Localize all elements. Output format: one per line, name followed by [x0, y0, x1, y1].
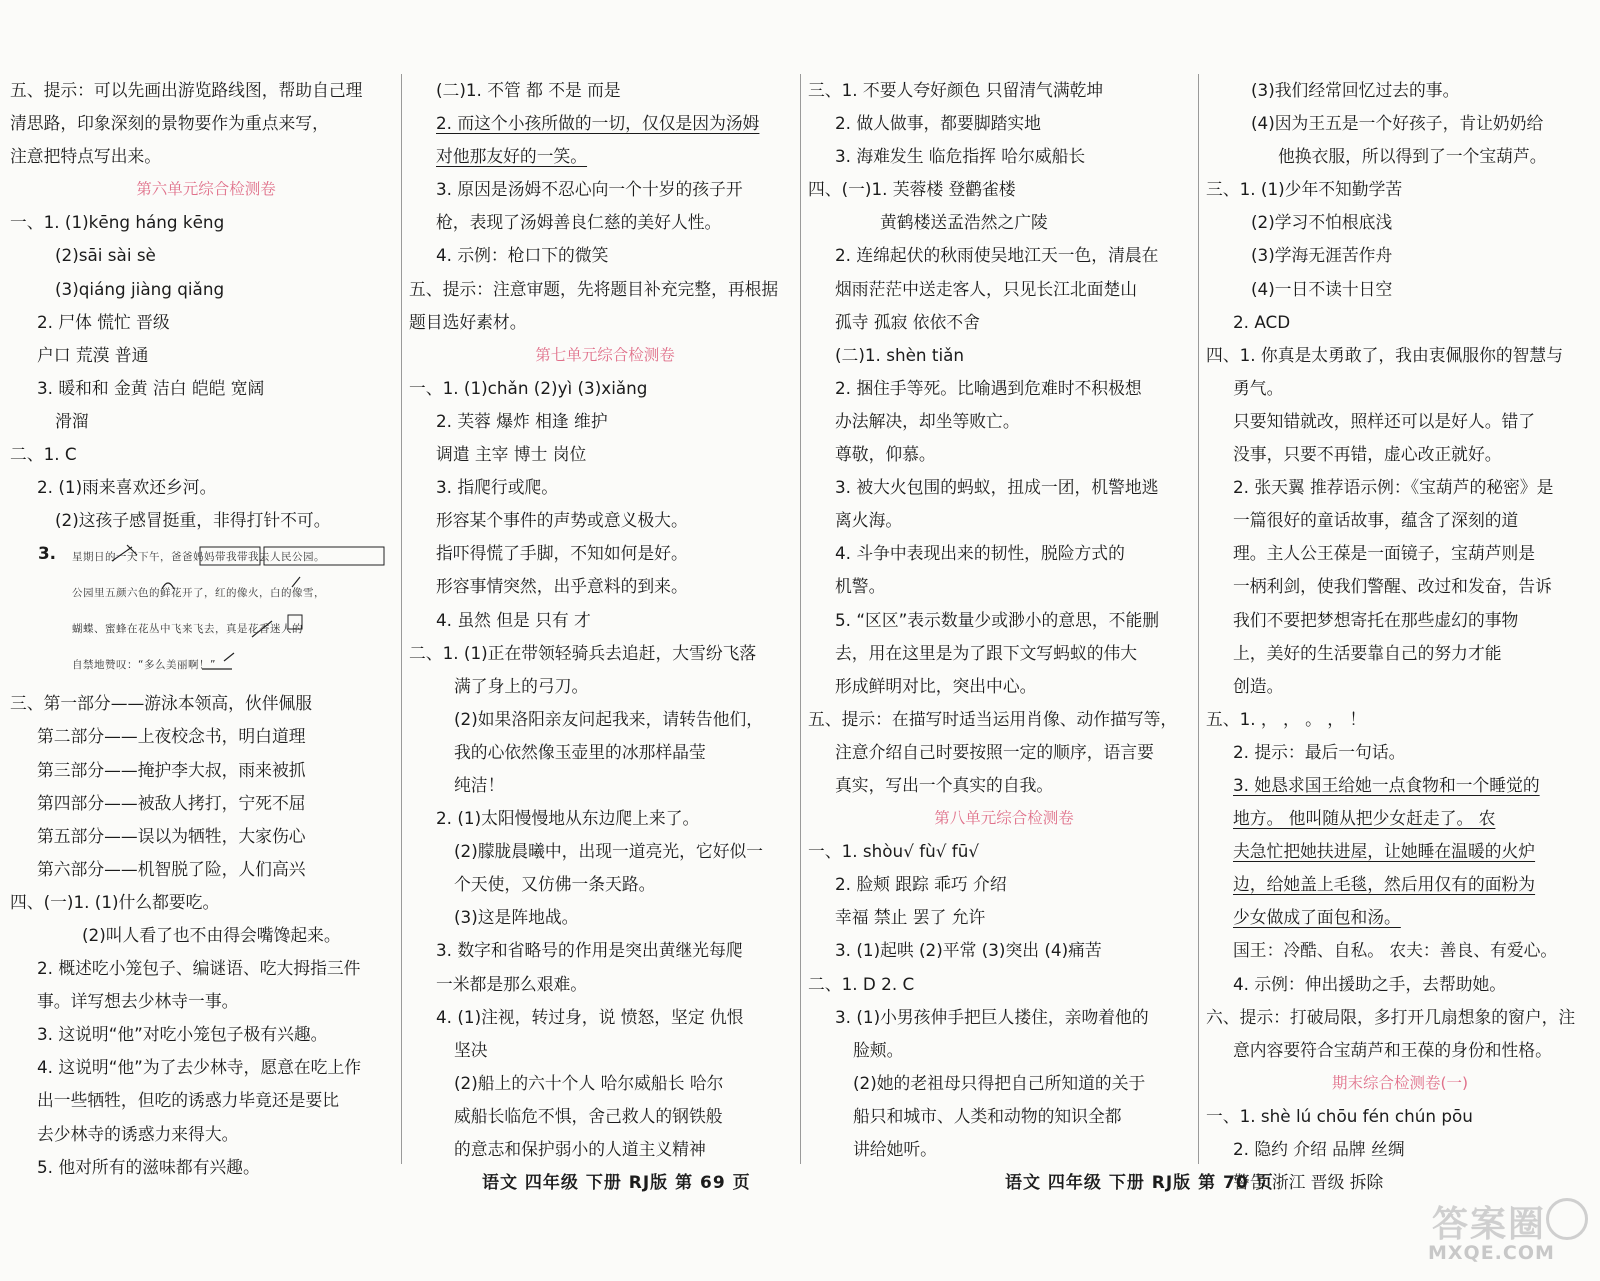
answer-line: 形成鲜明对比，突出中心。 [835, 675, 1037, 696]
figure-line: 自禁地赞叹：“多么美丽啊！” [72, 659, 216, 672]
answer-line: 4. 虽然 但是 只有 才 [436, 609, 591, 630]
answer-line: 尊敬，仰慕。 [835, 444, 936, 465]
answer-line: 孤寺 孤寂 依依不舍 [835, 311, 980, 332]
answer-line: 3. (1)起哄 (2)平常 (3)突出 (4)痛苦 [835, 940, 1102, 961]
answer-line: 三、1. 不要人夸好颜色 只留清气满乾坤 [808, 80, 1104, 100]
answer-line: 第四部分——被敌人拷打，宁死不屈 [37, 792, 306, 813]
answer-line: 满了身上的弓刀。 [454, 675, 589, 696]
answer-line: 理。主人公王葆是一面镜子，宝葫芦则是 [1233, 543, 1536, 564]
answer-line: 创造。 [1233, 675, 1284, 696]
answer-line: 2. 概述吃小笼包子、编谜语、吃大拇指三件 [37, 958, 361, 979]
answer-line: 2. 提示：最后一句话。 [1233, 741, 1406, 762]
answer-line: 二、1. D 2. C [808, 973, 915, 994]
answer-line: 一米都是那么艰难。 [436, 973, 588, 994]
answer-line: 四、1. 你真是太勇敢了，我由衷佩服你的智慧与 [1206, 344, 1563, 365]
answer-line: (2)这孩子感冒挺重，非得打针不可。 [55, 510, 331, 531]
answer-line: 去，用在这里是为了跟下文写蚂蚁的伟大 [835, 642, 1138, 663]
answer-line: (3)学海无涯苦作舟 [1251, 245, 1393, 266]
answer-line: 脸颊。 [853, 1039, 904, 1060]
answer-line: 形容某个事件的声势或意义极大。 [436, 510, 688, 531]
answer-line: 3. 海难发生 临危指挥 哈尔威船长 [835, 146, 1086, 167]
watermark-logo [1424, 1196, 1588, 1266]
answer-line: 坚决 [454, 1039, 488, 1060]
answer-line: 2. 尸体 慌忙 晋级 [37, 311, 170, 332]
answer-line: 一篇很好的童话故事，蕴含了深刻的道 [1233, 510, 1519, 531]
answer-line: 国王：冷酷、自私。 农夫：善良、有爱心。 [1233, 940, 1558, 961]
answer-line: 船只和城市、人类和动物的知识全都 [853, 1105, 1122, 1126]
answer-line: 出一些牺牲，但吃的诱惑力毕竟还是要比 [37, 1090, 340, 1111]
answer-line: 4. 示例：枪口下的微笑 [436, 245, 609, 266]
answer-line: 机警。 [835, 576, 886, 597]
answer-line: (2)如果洛阳亲友问起我来，请转告他们， [454, 708, 764, 729]
answer-line: 4. (1)注视，转过身，说 愤怒，坚定 仇恨 [436, 1006, 744, 1027]
answer-line: 三、1. (1)少年不知勤学苦 [1206, 179, 1403, 200]
answer-line: 形容事情突然，出乎意料的到来。 [436, 576, 688, 597]
answer-line: 2. ACD [1233, 311, 1291, 332]
answer-line: 第三部分——掩护李大叔，雨来被抓 [37, 759, 306, 780]
answer-line: (2)学习不怕根底浅 [1251, 212, 1393, 233]
answer-line: 3. 被大火包围的蚂蚁，扭成一团，机警地逃 [835, 477, 1159, 498]
section-heading: 第七单元综合检测卷 [535, 345, 675, 364]
page-footer-right: 语文 四年级 下册 RJ版 第 70 页 [1005, 1173, 1274, 1193]
answer-line: 他换衣服，所以得到了一个宝葫芦。 [1278, 146, 1547, 167]
answer-line: 夫急忙把她扶进屋，让她睡在温暖的火炉 [1233, 841, 1536, 862]
answer-line: 事。详写想去少林寺一事。 [37, 991, 239, 1012]
answer-line: 的意志和保护弱小的人道主义精神 [454, 1139, 706, 1159]
answer-line: 第六部分——机智脱了险，人们高兴 [37, 858, 306, 879]
answer-line: 2. 张天翼 推荐语示例：《宝葫芦的秘密》是 [1233, 477, 1554, 498]
answer-line: 户口 荒漠 普通 [37, 344, 149, 365]
answer-line: 3. 原因是汤姆不忍心向一个十岁的孩子开 [436, 179, 743, 200]
answer-line: 指吓得慌了手脚，不知如何是好。 [436, 543, 688, 564]
answer-line: 滑溜 [55, 410, 89, 431]
section-heading: 第六单元综合检测卷 [136, 180, 276, 199]
answer-line: (二)1. 不管 都 不是 而是 [436, 80, 621, 100]
answer-column-2 [409, 74, 801, 1166]
answer-line: (2)叫人看了也不由得会嘴馋起来。 [82, 924, 341, 945]
answer-line: 2. 脸颊 跟踪 乖巧 介绍 [835, 874, 1007, 895]
page-footer-left: 语文 四年级 下册 RJ版 第 69 页 [482, 1173, 751, 1193]
answer-line: 幸福 禁止 罢了 允许 [835, 907, 986, 928]
figure-line: 星期日的一天下午，爸爸妈妈带我带我去人民公园。 [72, 551, 325, 564]
answer-line: 3. 数字和省略号的作用是突出黄继光每爬 [436, 940, 743, 961]
answer-line: 第二部分——上夜校念书，明白道理 [37, 726, 306, 747]
answer-line: 我们不要把梦想寄托在那些虚幻的事物 [1233, 609, 1519, 630]
answer-line: (2)朦胧晨曦中，出现一道亮光，它好似一 [454, 841, 764, 862]
answer-line: 烟雨茫茫中送走客人，只见长江北面楚山 [835, 278, 1138, 299]
answer-line: 五、提示：可以先画出游览路线图，帮助自己理 [10, 80, 363, 100]
answer-line: 离火海。 [835, 510, 903, 531]
answer-line: (2)船上的六十个人 哈尔威船长 哈尔 [454, 1072, 724, 1093]
watermark-url: MXQE.COM [1428, 1242, 1555, 1264]
figure-line: 公园里五颜六色的鲜花开了，红的像火，白的像雪， [72, 587, 325, 600]
answer-line: (2)sāi sài sè [55, 245, 156, 266]
answer-line: 题目选好素材。 [409, 311, 527, 332]
answer-line: 5. “区区”表示数量少或渺小的意思，不能删 [835, 609, 1160, 630]
answer-line: 地方。 他叫随从把少女赶走了。 农 [1233, 808, 1496, 829]
answer-line: (3)我们经常回忆过去的事。 [1251, 80, 1460, 100]
figure-number: 3. [38, 543, 57, 564]
answer-line: 四、(一)1. 芙蓉楼 登鹳雀楼 [808, 179, 1016, 200]
answer-line: 2. (1)雨来喜欢还乡河。 [37, 477, 217, 498]
answer-line: 少女做成了面包和汤。 [1233, 907, 1401, 928]
answer-line: 警告 浙江 晋级 拆除 [1233, 1172, 1384, 1193]
answer-line: 调遣 主宰 博士 岗位 [436, 444, 587, 465]
answer-line: 4. 这说明“他”为了去少林寺，愿意在吃上作 [37, 1057, 362, 1078]
answer-line: 3. 她恳求国王给她一点食物和一个睡觉的 [1233, 774, 1540, 795]
watermark-circle [1546, 1198, 1588, 1240]
answer-line: 2. 连绵起伏的秋雨使吴地江天一色，清晨在 [835, 245, 1159, 266]
answer-line: (4)一日不读十日空 [1251, 278, 1393, 299]
answer-line: 一、1. (1)kēng háng kēng [10, 212, 225, 233]
answer-line: 办法解决，却坐等败亡。 [835, 410, 1020, 431]
answer-line: 2. 而这个小孩所做的一切，仅仅是因为汤姆 [436, 113, 760, 134]
answer-line: 讲给她听。 [853, 1139, 937, 1159]
answer-line: 没事，只要不再错，虚心改正就好。 [1233, 444, 1502, 465]
answer-line: 五、提示：在描写时适当运用肖像、动作描写等， [808, 708, 1178, 729]
answer-line: (3)qiáng jiàng qiǎng [55, 278, 225, 299]
answer-line: 3. 这说明“他”对吃小笼包子极有兴趣。 [37, 1024, 328, 1045]
answer-line: 3. 暖和和 金黄 洁白 皑皑 宽阔 [37, 377, 265, 398]
answer-line: 四、(一)1. (1)什么都要吃。 [10, 891, 220, 912]
answer-line: 二、1. C [10, 444, 77, 465]
answer-line: 我的心依然像玉壶里的冰那样晶莹 [454, 741, 706, 762]
answer-line: 对他那友好的一笑。 [436, 146, 588, 167]
answer-line: 5. 他对所有的滋味都有兴趣。 [37, 1156, 260, 1177]
section-heading: 期末综合检测卷(一) [1331, 1073, 1469, 1092]
answer-line: 一柄利剑，使我们警醒、改过和发奋，告诉 [1233, 576, 1552, 597]
answer-column-1 [10, 74, 402, 1184]
answer-line: 一、1. (1)chǎn (2)yì (3)xiǎng [409, 377, 648, 398]
answer-line: 3. (1)小男孩伸手把巨人搂住，亲吻着他的 [835, 1006, 1149, 1027]
watermark-text: 答案圈 [1432, 1204, 1547, 1245]
answer-line: 4. 示例：伸出援助之手，去帮助她。 [1233, 973, 1507, 994]
answer-line: 一、1. shè lú chōu fén chún pōu [1206, 1105, 1473, 1126]
answer-line: 二、1. (1)正在带领轻骑兵去追赶，大雪纷飞落 [409, 642, 757, 663]
answer-line: 边，给她盖上毛毯，然后用仅有的面粉为 [1233, 874, 1536, 895]
answer-line: (2)她的老祖母只得把自己所知道的关于 [853, 1072, 1146, 1093]
answer-line: 注意把特点写出来。 [10, 146, 162, 167]
answer-line: 2. (1)太阳慢慢地从东边爬上来了。 [436, 808, 700, 829]
answer-line: 2. 捆住手等死。比喻遇到危难时不积极想 [835, 377, 1142, 398]
answer-line: 4. 斗争中表现出来的韧性，脱险方式的 [835, 543, 1125, 564]
section-heading: 第八单元综合检测卷 [934, 809, 1074, 828]
answer-line: 威船长临危不惧，舍己救人的钢铁般 [454, 1105, 723, 1126]
answer-line: 五、1. ， ， 。 ， ！ [1206, 708, 1367, 729]
answer-line: 只要知错就改，照样还可以是好人。错了 [1233, 410, 1536, 431]
correction-marks [52, 537, 392, 687]
answer-line: 一、1. shòu√ fù√ fū√ [808, 841, 980, 862]
answer-column-4 [1206, 74, 1594, 1199]
answer-line: 去少林寺的诱惑力来得大。 [37, 1123, 239, 1144]
answer-line: 勇气。 [1233, 377, 1284, 398]
answer-line: (3)这是阵地战。 [454, 907, 579, 928]
answer-line: 清思路，印象深刻的景物要作为重点来写， [10, 113, 329, 134]
answer-line: (4)因为王五是一个好孩子，肯让奶奶给 [1251, 113, 1544, 134]
answer-line: 纯洁！ [454, 774, 505, 795]
answer-line: 三、第一部分——游泳本领高，伙伴佩服 [10, 693, 313, 714]
correction-figure [12, 537, 402, 687]
answer-line: 六、提示：打破局限，多打开几扇想象的窗户，注 [1206, 1006, 1576, 1027]
answer-line: 真实，写出一个真实的自我。 [835, 774, 1054, 795]
answer-line: 2. 隐约 介绍 品牌 丝绸 [1233, 1139, 1405, 1159]
figure-line: 蝴蝶、蜜蜂在花丛中飞来飞去，真是花香迷人的 [72, 623, 303, 636]
answer-line: 第五部分——误以为牺牲，大家伤心 [37, 825, 306, 846]
answer-line: 枪，表现了汤姆善良仁慈的美好人性。 [436, 212, 722, 233]
answer-line: 五、提示：注意审题，先将题目补充完整，再根据 [409, 278, 779, 299]
answer-line: 黄鹤楼送孟浩然之广陵 [880, 212, 1048, 233]
answer-column-3 [808, 74, 1200, 1166]
answer-line: (二)1. shèn tiǎn [835, 344, 965, 365]
answer-line: 个天使，又仿佛一条天路。 [454, 874, 656, 895]
answer-line: 2. 芙蓉 爆炸 相逢 维护 [436, 410, 608, 431]
answer-line: 3. 指爬行或爬。 [436, 477, 559, 498]
answer-line: 注意介绍自己时要按照一定的顺序，语言要 [835, 741, 1154, 762]
answer-line: 意内容要符合宝葫芦和王葆的身份和性格。 [1233, 1039, 1552, 1060]
answer-line: 2. 做人做事，都要脚踏实地 [835, 113, 1041, 134]
answer-line: 上，美好的生活要靠自己的努力才能 [1233, 642, 1502, 663]
